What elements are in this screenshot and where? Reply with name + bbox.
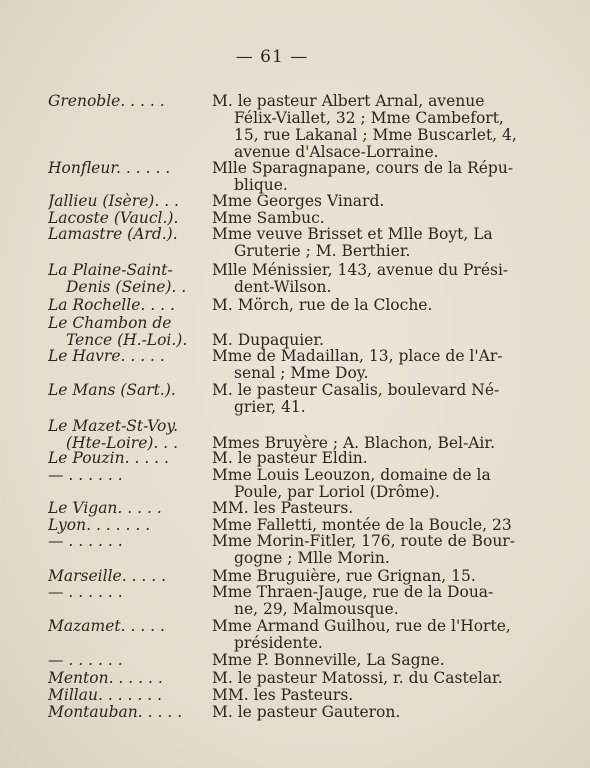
place-line: Grenoble. . . . . [48,93,165,110]
entry-description [212,193,527,210]
entry-place [48,533,206,550]
description-line: MM. les Pasteurs. [212,499,354,517]
description-line: blique. [234,176,288,194]
place-line: Montauban. . . . . [48,704,183,721]
description-line: M. le pasteur Gauteron. [212,703,401,721]
entry-description [212,467,527,501]
place-line: Le Havre. . . . . [48,348,165,365]
description-line: Mme Morin-Fitler, 176, route de Bour- [212,532,515,550]
entry-description [212,670,527,687]
entry-place [48,382,206,399]
entry-place [48,348,206,365]
entry-place [48,193,206,210]
description-line: M. le pasteur Matossi, r. du Castelar. [212,669,503,687]
place-line: Le Mazet-St-Voy. [48,418,178,435]
description-line: Mlle Sparagnapane, cours de la Répu- [212,159,514,177]
place-line: (Hte-Loire). . . [66,434,179,452]
entry-place [48,450,206,467]
entry-description [212,382,527,416]
entry-place [48,93,206,110]
description-line: Mme veuve Brisset et Mlle Boyt, La [212,225,493,243]
entry-place [48,160,206,177]
entry-place [48,467,206,484]
description-line: Mme Louis Leouzon, domaine de la [212,466,491,484]
entry-place [48,652,206,669]
place-line: — . . . . . . [48,467,123,484]
description-line: Mme Thraen-Jauge, rue de la Doua- [212,583,494,601]
description-line: Mme Sambuc. [212,209,325,227]
description-line: Poule, par Loriol (Drôme). [234,483,440,501]
entry-description [212,262,527,296]
entry-place [48,500,206,517]
place-line: Jallieu (Isère). . . [48,193,179,210]
place-line: — . . . . . . [48,584,123,601]
entry-description [212,533,527,567]
entry-description [212,297,527,314]
entry-place [48,584,206,601]
entry-place [48,568,206,585]
description-line: M. le pasteur Casalis, boulevard Né- [212,381,500,399]
description-line: M. le pasteur Eldin. [212,449,368,467]
place-line: Le Vigan. . . . . [48,500,162,517]
description-line: Mlle Ménissier, 143, avenue du Prési- [212,261,509,279]
entry-description [212,704,527,721]
entry-place [48,210,206,227]
entry-description [212,500,527,517]
description-line: Mme Armand Guilhou, rue de l'Horte, [212,617,511,635]
description-line: Mme P. Bonneville, La Sagne. [212,651,445,669]
place-line: Mazamet. . . . . [48,618,165,635]
place-line: — . . . . . . [48,652,123,669]
entry-place [48,670,206,687]
place-line: Millau. . . . . . . [48,687,163,704]
entry-place [48,226,206,243]
description-line: gogne ; Mlle Morin. [234,549,390,567]
entry-place [48,262,206,296]
place-line: La Plaine-Saint- [48,262,173,279]
description-line: ne, 29, Malmousque. [234,600,399,618]
description-line: senal ; Mme Doy. [234,364,369,382]
entry-description [212,160,527,194]
description-line: M. Dupaquier. [212,331,324,349]
place-line: Denis (Seine). . [66,278,187,296]
description-line: Mme Falletti, montée de la Boucle, 23 [212,516,512,534]
place-line: Honfleur. . . . . . [48,160,171,177]
place-line: Le Chambon de [48,315,172,332]
description-line: dent-Wilson. [234,278,332,296]
description-line: grier, 41. [234,398,306,416]
entry-place [48,618,206,635]
description-line: avenue d'Alsace-Lorraine. [234,143,439,161]
place-line: Tence (H.-Loi.). [66,331,188,349]
entry-place [48,517,206,534]
place-line: Marseille. . . . . [48,568,167,585]
entry-description [212,652,527,669]
page-number: — 61 — [235,47,309,67]
description-line: Mme de Madaillan, 13, place de l'Ar- [212,347,503,365]
entry-place [48,297,206,314]
entry-place [48,704,206,721]
entry-description [212,450,527,467]
place-line: Lamastre (Ard.). [48,226,178,243]
place-line: Lacoste (Vaucl.). [48,210,179,227]
description-line: Mme Bruguière, rue Grignan, 15. [212,567,476,585]
place-line: — . . . . . . [48,533,123,550]
entry-place [48,418,206,452]
description-line: Félix-Viallet, 32 ; Mme Cambefort, [234,109,504,127]
description-line: présidente. [234,634,323,652]
place-line: Menton. . . . . . [48,670,163,687]
description-line: 15, rue Lakanal ; Mme Buscarlet, 4, [234,126,517,144]
entry-place [48,687,206,704]
description-line: Gruterie ; M. Berthier. [234,242,411,260]
entry-description [212,618,527,652]
description-line: Mme Georges Vinard. [212,192,385,210]
entry-description [212,348,527,382]
place-line: Lyon. . . . . . . [48,517,151,534]
description-line: M. Mörch, rue de la Cloche. [212,296,433,314]
entry-description [212,687,527,704]
description-line: MM. les Pasteurs. [212,686,354,704]
place-line: Le Pouzin. . . . . [48,450,169,467]
place-line: La Rochelle. . . . [48,297,175,314]
entry-description [212,93,527,161]
description-line: M. le pasteur Albert Arnal, avenue [212,92,485,110]
entry-place [48,315,206,349]
place-line: Le Mans (Sart.). [48,382,176,399]
description-line: Mmes Bruyère ; A. Blachon, Bel-Air. [212,434,496,452]
entry-description [212,584,527,618]
entry-description [212,226,527,260]
